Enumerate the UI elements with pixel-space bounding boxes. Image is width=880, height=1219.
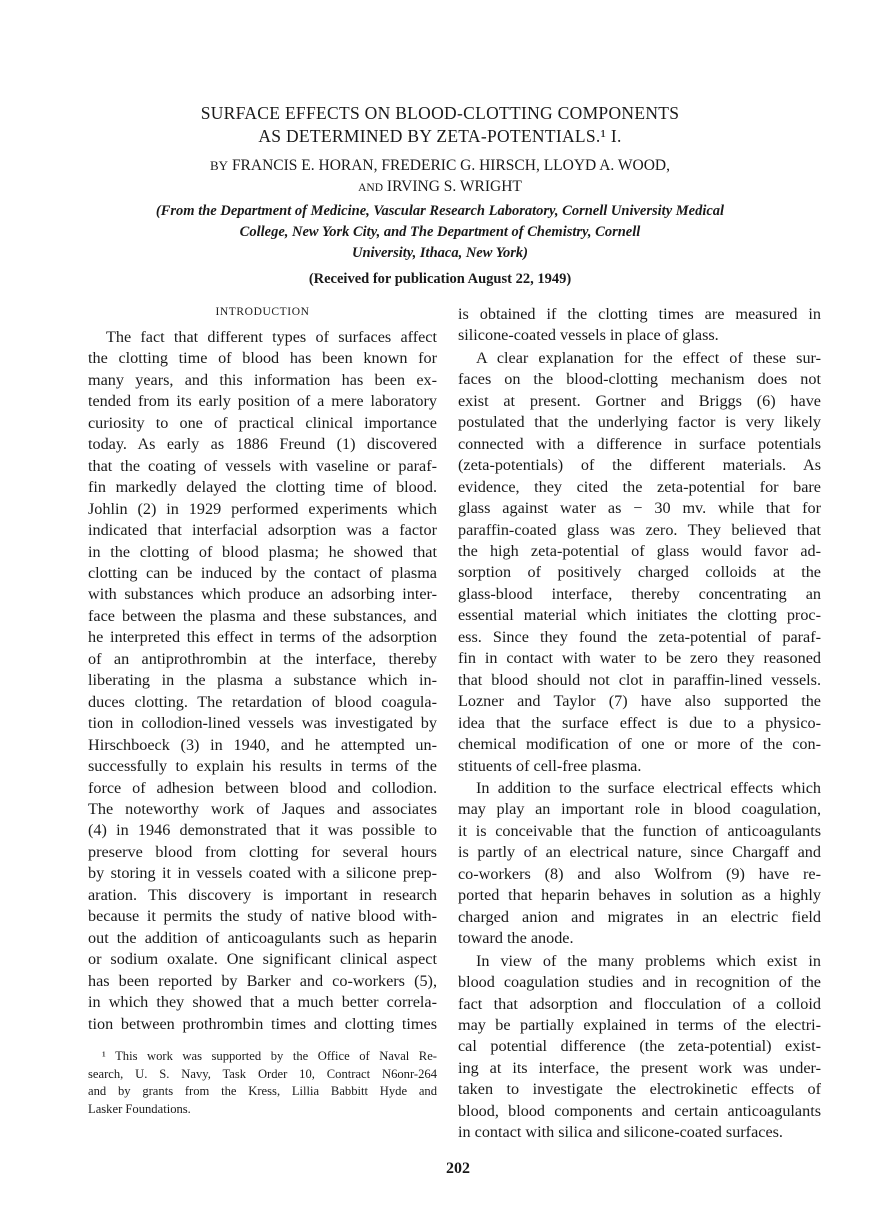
right-column: [458, 304, 821, 1145]
text-line: idea that the surface effect is due to a physico-: [458, 713, 821, 732]
text-line: liberating in the plasma a substance which in-: [88, 671, 437, 690]
text-line: (4) in 1946 demonstrated that it was possible to: [88, 821, 437, 840]
text-line: essential material which initiates the clotting proc-: [458, 606, 821, 625]
footnote: [88, 1048, 437, 1118]
text-line: ing at its interface, the present work was under-: [458, 1058, 821, 1077]
text-line: or sodium oxalate. One significant clinical aspect: [88, 950, 437, 969]
footnote-line: and by grants from the Kress, Lillia Babbitt Hyde and: [88, 1084, 437, 1098]
text-line: face between the plasma and these substances, and: [88, 606, 437, 625]
text-line: The noteworthy work of Jaques and associates: [88, 799, 437, 818]
text-line: in which they showed that a much better correla-: [88, 993, 437, 1012]
text-line: ess. Since they found the zeta-potential of paraf-: [458, 627, 821, 646]
affiliation-line: University, Ithaca, New York): [351, 245, 528, 261]
text-line: cal potential difference (the zeta-potential) exist-: [458, 1037, 821, 1056]
by-label: BY: [210, 158, 229, 173]
text-line: In view of the many problems which exist in: [476, 951, 821, 970]
affiliation-line: (From the Department of Medicine, Vascular Research Laboratory, Cornell University Medical: [155, 203, 725, 219]
text-line: co-workers (8) and also Wolfrom (9) have re-: [458, 864, 821, 883]
text-line: out the addition of anticoagulants such as heparin: [88, 928, 437, 947]
text-line: (zeta-potentials) of the different materials. As: [458, 456, 821, 475]
text-line: taken to investigate the electrokinetic effects of: [458, 1080, 821, 1099]
footnote-line: Lasker Foundations.: [88, 1101, 191, 1116]
text-line: curiosity to one of practical clinical importance: [88, 413, 437, 432]
text-line: has been reported by Barker and co-workers (5),: [88, 971, 437, 990]
text-line: in contact with silica and silicone-coated surfaces.: [458, 1123, 783, 1142]
article-title: [0, 102, 880, 148]
text-line: fact that adsorption and flocculation of a colloid: [458, 994, 821, 1013]
text-line: today. As early as 1886 Freund (1) discovered: [88, 435, 437, 454]
and-label: AND: [358, 182, 384, 194]
text-line: sorption of positively charged colloids at the: [458, 563, 821, 582]
text-line: clotting can be induced by the contact of plasma: [88, 563, 437, 582]
text-line: blood, blood components and certain anticoagulants: [458, 1101, 821, 1120]
paragraph: [458, 778, 821, 950]
text-line: preserve blood from clotting for several hours: [88, 842, 437, 861]
paragraph: [458, 304, 821, 347]
text-line: fin markedly delayed the clotting time of blood.: [88, 478, 437, 497]
text-line: tended from its early position of a mere laboratory: [88, 392, 437, 411]
text-line: fin in contact with water to be zero they reasoned: [458, 649, 821, 668]
text-line: exist at present. Gortner and Briggs (6) have: [458, 391, 821, 410]
text-line: may be partially explained in terms of the electri-: [458, 1015, 821, 1034]
affiliation-line: College, New York City, and The Department of Chemistry, Cornell: [239, 224, 641, 240]
text-line: evidence, they cited the zeta-potential for bare: [458, 477, 821, 496]
text-line: paraffin-coated glass was zero. They believed that: [458, 520, 821, 539]
text-line: blood coagulation studies and in recognition of the: [458, 973, 821, 992]
text-line: duces clotting. The retardation of blood coagula-: [88, 692, 437, 711]
text-line: glass-blood interface, thereby concentrating an: [458, 584, 821, 603]
text-line: is partly of an electrical nature, since Chargaff and: [458, 843, 821, 862]
text-line: that blood should not clot in paraffin-lined vessels.: [458, 670, 821, 689]
text-line: is obtained if the clotting times are measured in: [458, 305, 821, 323]
text-line: faces on the blood-clotting mechanism does not: [458, 370, 821, 389]
text-line: Johlin (2) in 1929 performed experiments which: [88, 499, 437, 518]
text-line: silicone-coated vessels in place of glass.: [458, 326, 719, 345]
text-line: Hirschboeck (3) in 1940, and he attempted un-: [88, 735, 437, 754]
author-names: FRANCIS E. HORAN, FREDERIC G. HIRSCH, LLOYD A. WOOD,: [231, 157, 670, 174]
paragraph: [458, 951, 821, 1144]
text-line: toward the anode.: [458, 929, 574, 948]
text-line: In addition to the surface electrical effects which: [476, 778, 821, 797]
text-line: The fact that different types of surfaces affect: [106, 328, 437, 346]
text-line: indicated that interfacial adsorption was a factor: [88, 521, 437, 540]
text-line: of an antiprothrombin at the interface, thereby: [88, 649, 437, 668]
text-line: postulated that the underlying factor is very likely: [458, 413, 821, 432]
authors-line: [0, 176, 880, 199]
footnote-line: ¹ This work was supported by the Office of Naval Re-: [102, 1049, 437, 1063]
text-line: connected with a difference in surface potentials: [458, 434, 821, 453]
text-line: the high zeta-potential of glass would favor ad-: [458, 541, 821, 560]
text-line: charged anion and migrates in an electric field: [458, 907, 821, 926]
text-line: successfully to explain his results in terms of the: [88, 757, 437, 776]
footnote-line: search, U. S. Navy, Task Order 10, Contract N6onr-264: [88, 1066, 437, 1081]
text-line: stituents of cell-free plasma.: [458, 756, 642, 775]
text-line: may play an important role in blood coagulation,: [458, 800, 821, 819]
authors-line: [0, 155, 880, 176]
text-line: it is conceivable that the function of anticoagulants: [458, 821, 821, 840]
author-names: IRVING S. WRIGHT: [386, 178, 522, 195]
text-line: tion between prothrombin times and clotting times: [88, 1014, 437, 1033]
affiliation: [0, 201, 880, 264]
text-line: A clear explanation for the effect of these sur-: [476, 348, 821, 367]
authors: [0, 155, 880, 199]
text-line: the clotting time of blood has been known for: [88, 349, 437, 368]
text-line: ported that heparin behaves in solution as a highly: [458, 886, 821, 905]
text-line: chemical modification of one or more of the con-: [458, 735, 821, 754]
title-line: AS DETERMINED BY ZETA-POTENTIALS.¹ I.: [258, 126, 622, 146]
left-column: [88, 327, 437, 1036]
text-line: Lozner and Taylor (7) have also supported the: [458, 692, 821, 711]
text-line: tion in collodion-lined vessels was investigated by: [88, 714, 437, 733]
text-line: force of adhesion between blood and collodion.: [88, 778, 437, 797]
page-number: 202: [446, 1160, 470, 1177]
text-line: with substances which produce an adsorbing inter-: [88, 585, 437, 604]
text-line: he interpreted this effect in terms of the adsorption: [88, 628, 437, 647]
text-line: in the clotting of blood plasma; he showed that: [88, 542, 437, 561]
title-line: SURFACE EFFECTS ON BLOOD-CLOTTING COMPONENTS: [200, 103, 680, 123]
paragraph: [88, 327, 437, 1035]
text-line: aration. This discovery is important in research: [88, 885, 437, 904]
text-line: because it permits the study of native blood with-: [88, 907, 437, 926]
text-line: that the coating of vessels with vaseline or paraf-: [88, 456, 437, 475]
text-line: glass against water as − 30 mv. while that for: [458, 499, 821, 518]
text-line: by storing it in vessels coated with a silicone prep-: [88, 864, 437, 883]
text-line: many years, and this information has been ex-: [88, 370, 437, 389]
section-heading: INTRODUCTION: [215, 306, 310, 318]
paragraph: [458, 348, 821, 777]
received-date: (Received for publication August 22, 1949): [308, 271, 572, 287]
